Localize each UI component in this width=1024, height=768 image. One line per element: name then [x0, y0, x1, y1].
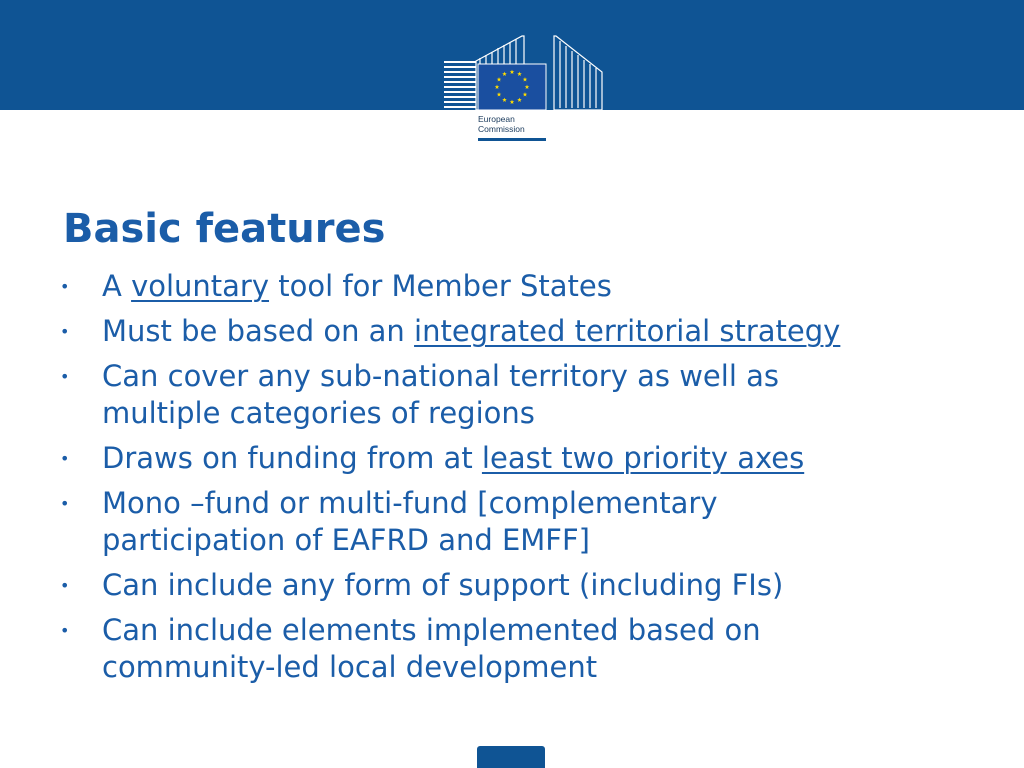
logo-underline	[478, 138, 546, 141]
bullet-text: community-led local development	[102, 650, 598, 684]
bullet-text: Can include any form of support (including FIs)	[102, 568, 784, 602]
logo-caption	[478, 114, 525, 134]
bullet-item	[60, 612, 960, 686]
bullet-text: Can cover any sub-national territory as well as	[102, 359, 779, 393]
bullet-dot: •	[60, 322, 70, 341]
bullet-item	[60, 440, 960, 477]
bullet-text: participation of EAFRD and EMFF]	[102, 523, 590, 557]
bullet-dot: •	[60, 449, 70, 468]
bullet-text: Mono –fund or multi-fund [complementary	[102, 486, 718, 520]
slide-title: Basic features	[63, 206, 386, 252]
logo-line-commission: Commission	[478, 124, 525, 134]
footer-tab	[477, 746, 545, 768]
bullet-emphasis: voluntary	[131, 269, 270, 303]
bullet-text: Must be based on an	[102, 314, 415, 348]
bullet-dot: •	[60, 621, 70, 640]
bullet-dot: •	[60, 494, 70, 513]
bullet-emphasis: least two priority axes	[481, 441, 805, 475]
bullet-text: Draws on funding from at	[102, 441, 482, 475]
bullet-text: multiple categories of regions	[102, 396, 535, 430]
bullet-item	[60, 485, 960, 559]
bullet-dot: •	[60, 367, 70, 386]
bullet-text: A	[102, 269, 132, 303]
bullet-text: tool for Member States	[269, 269, 612, 303]
bullet-list	[60, 268, 960, 694]
bullet-dot: •	[60, 277, 70, 296]
bullet-item	[60, 313, 960, 350]
bullet-item	[60, 268, 960, 305]
building-right-icon	[554, 36, 602, 110]
bullet-emphasis: integrated territorial strategy	[414, 314, 841, 348]
bullet-dot: •	[60, 576, 70, 595]
logo-line-european: European	[478, 114, 515, 124]
bullet-item	[60, 358, 960, 432]
bullet-text: Can include elements implemented based on	[102, 613, 761, 647]
bullet-item	[60, 567, 960, 604]
